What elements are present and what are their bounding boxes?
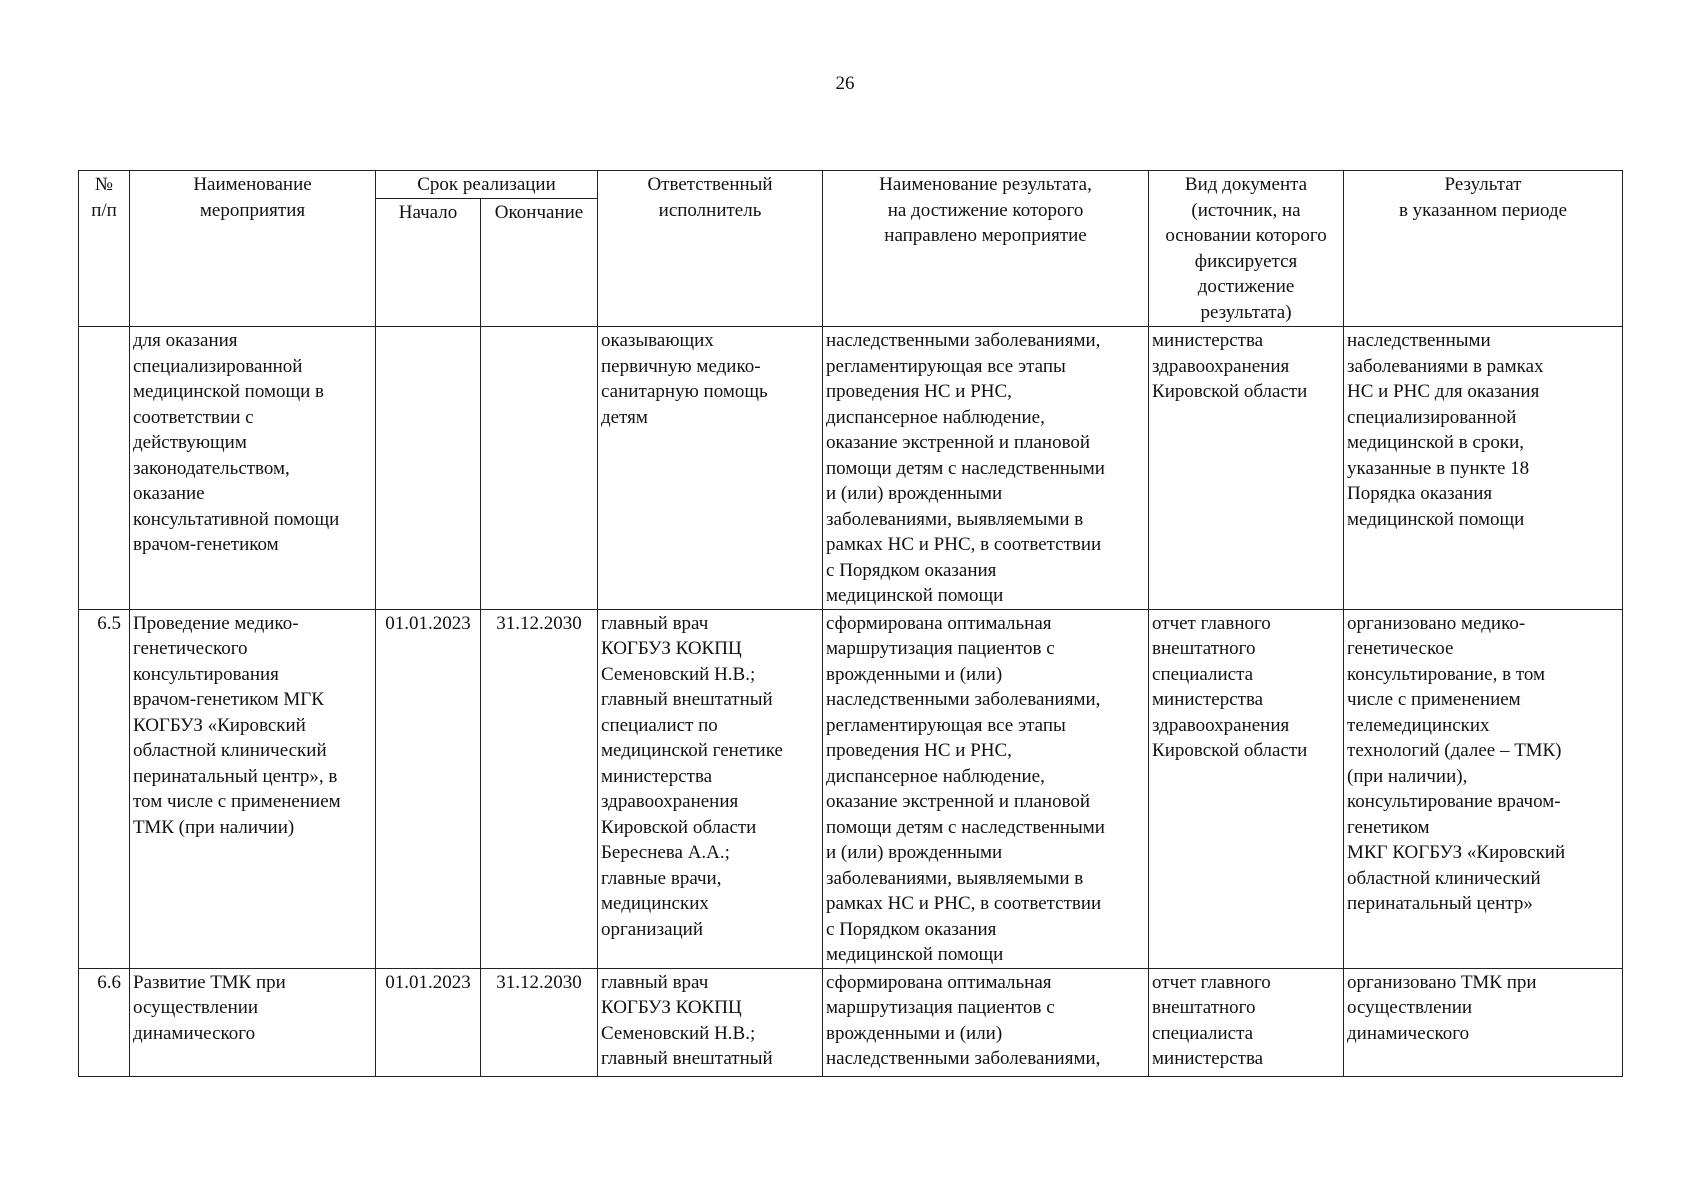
header-result: Результат в указанном периоде bbox=[1344, 171, 1623, 327]
table-row bbox=[79, 968, 1623, 1076]
header-name: Наименование мероприятия bbox=[130, 171, 376, 327]
header-executor: Ответственный исполнитель bbox=[598, 171, 823, 327]
page-number: 26 bbox=[835, 73, 855, 94]
table-row bbox=[79, 327, 1623, 610]
header-row bbox=[79, 171, 1623, 199]
cell-name: Проведение медико- генетического консультирования врачом-генетиком МГК КОГБУЗ «Кировский областной клинический перинатальный центр», в том числе с применением ТМК (при наличии) bbox=[130, 609, 376, 968]
cell-result: организовано ТМК при осуществлении динамического bbox=[1344, 968, 1623, 1076]
cell-end: 31.12.2030 bbox=[481, 609, 598, 968]
header-doc-type: Вид документа (источник, на основании которого фиксируется достижение результата) bbox=[1149, 171, 1344, 327]
measures-table bbox=[78, 170, 1623, 1077]
cell-executor: оказывающих первичную медико- санитарную помощь детям bbox=[598, 327, 823, 610]
header-term: Срок реализации bbox=[376, 171, 598, 199]
cell-name: Развитие ТМК при осуществлении динамического bbox=[130, 968, 376, 1076]
cell-doc-type: министерства здравоохранения Кировской области bbox=[1149, 327, 1344, 610]
cell-end: 31.12.2030 bbox=[481, 968, 598, 1076]
cell-result-name: сформирована оптимальная маршрутизация пациентов с врожденными и (или) наследственными заболеваниями, bbox=[823, 968, 1149, 1076]
header-end: Окончание bbox=[481, 199, 598, 327]
cell-num: 6.5 bbox=[79, 609, 130, 968]
cell-result-name: наследственными заболеваниями, регламентирующая все этапы проведения НС и РНС, диспансерное наблюдение, оказание экстренной и плановой помощи детям с наследственными и (или) врожденными заболеваниями, выявляемыми в рамках НС и РНС, в соответствии с Порядком оказания медицинской помощи bbox=[823, 327, 1149, 610]
cell-result: наследственными заболеваниями в рамках НС и РНС для оказания специализированной медицинской в сроки, указанные в пункте 18 Порядка оказания медицинской помощи bbox=[1344, 327, 1623, 610]
cell-result: организовано медико- генетическое консультирование, в том числе с применением телемедицинских технологий (далее – ТМК) (при наличии), консультирование врачом- генетиком МКГ КОГБУЗ «Кировский областной клинический перинатальный центр» bbox=[1344, 609, 1623, 968]
table-row bbox=[79, 609, 1623, 968]
cell-executor: главный врач КОГБУЗ КОКПЦ Семеновский Н.В.; главный внештатный bbox=[598, 968, 823, 1076]
cell-start: 01.01.2023 bbox=[376, 968, 481, 1076]
cell-end bbox=[481, 327, 598, 610]
cell-num: 6.6 bbox=[79, 968, 130, 1076]
header-result-name: Наименование результата, на достижение которого направлено мероприятие bbox=[823, 171, 1149, 327]
cell-executor: главный врач КОГБУЗ КОКПЦ Семеновский Н.В.; главный внештатный специалист по медицинской генетике министерства здравоохранения Кировской области Береснева А.А.; главные врачи, медицинских организаций bbox=[598, 609, 823, 968]
cell-result-name: сформирована оптимальная маршрутизация пациентов с врожденными и (или) наследственными заболеваниями, регламентирующая все этапы проведения НС и РНС, диспансерное наблюдение, оказание экстренной и плановой помощи детям с наследственными и (или) врожденными заболеваниями, выявляемыми в рамках НС и РНС, в соответствии с Порядком оказания медицинской помощи bbox=[823, 609, 1149, 968]
header-num: № п/п bbox=[79, 171, 130, 327]
header-start: Начало bbox=[376, 199, 481, 327]
cell-start bbox=[376, 327, 481, 610]
cell-doc-type: отчет главного внештатного специалиста министерства здравоохранения Кировской области bbox=[1149, 609, 1344, 968]
cell-doc-type: отчет главного внештатного специалиста министерства bbox=[1149, 968, 1344, 1076]
cell-start: 01.01.2023 bbox=[376, 609, 481, 968]
cell-name: для оказания специализированной медицинской помощи в соответствии с действующим законодательством, оказание консультативной помощи врачом-генетиком bbox=[130, 327, 376, 610]
cell-num bbox=[79, 327, 130, 610]
